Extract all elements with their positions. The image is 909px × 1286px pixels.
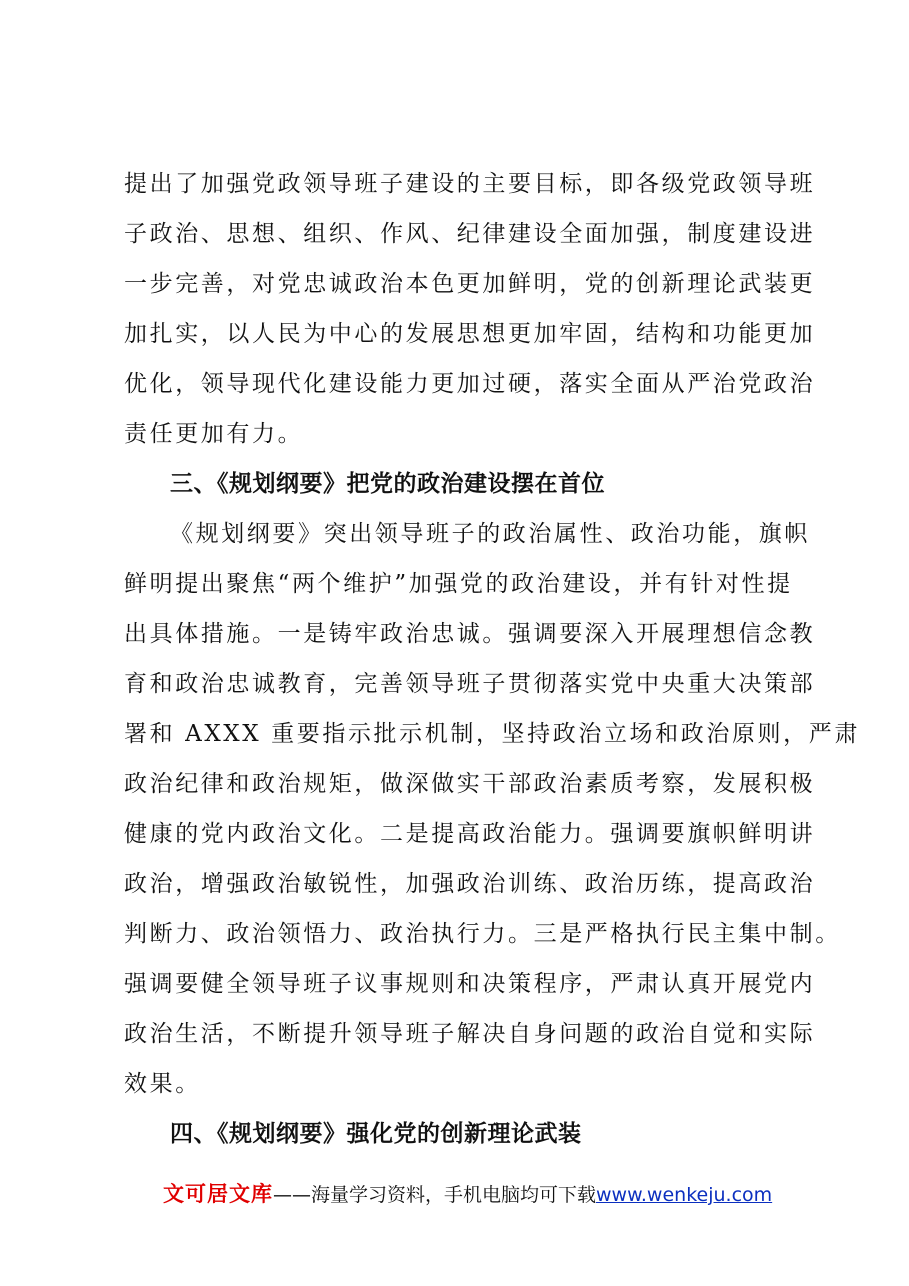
paragraph-line: 政治纪律和政治规矩，做深做实干部政治素质考察，发展积极: [124, 771, 816, 797]
paragraph-line: 育和政治忠诚教育，完善领导班子贯彻落实党中央重大决策部: [124, 671, 816, 697]
paragraph-line: 责任更加有力。: [124, 421, 304, 447]
section-heading-3: 三、《规划纲要》把党的政治建设摆在首位: [170, 471, 605, 497]
paragraph-line: 鲜明提出聚焦“两个维护”加强党的政治建设，并有针对性提: [124, 571, 793, 597]
paragraph-line: 强调要健全领导班子议事规则和决策程序，严肃认真开展党内: [124, 971, 816, 997]
paragraph-line: 优化，领导现代化建设能力更加过硬，落实全面从严治党政治: [124, 371, 816, 397]
paragraph-line: 加扎实，以人民为中心的发展思想更加牢固，结构和功能更加: [124, 321, 816, 347]
paragraph-line: 政治，增强政治敏锐性，加强政治训练、政治历练，提高政治: [124, 871, 816, 897]
footer-banner: [163, 1181, 772, 1208]
paragraph-line: 《规划纲要》突出领导班子的政治属性、政治功能，旗帜: [170, 521, 810, 547]
paragraph-line: 提出了加强党政领导班子建设的主要目标，即各级党政领导班: [124, 171, 816, 197]
paragraph-line: 政治生活，不断提升领导班子解决自身问题的政治自觉和实际: [124, 1021, 816, 1047]
paragraph-line: 子政治、思想、组织、作风、纪律建设全面加强，制度建设进: [124, 221, 816, 247]
section-heading-4: 四、《规划纲要》强化党的创新理论武装: [170, 1121, 582, 1147]
paragraph-line: 效果。: [124, 1071, 201, 1097]
paragraph-line: 判断力、政治领悟力、政治执行力。三是严格执行民主集中制。: [124, 921, 841, 947]
paragraph-line: 署和 AXXX 重要指示批示机制，坚持政治立场和政治原则，严肃: [124, 721, 860, 747]
paragraph-line: 健康的党内政治文化。二是提高政治能力。强调要旗帜鲜明讲: [124, 821, 816, 847]
footer-brand: 文可居文库: [163, 1182, 273, 1206]
footer-url-link[interactable]: www.wenkeju.com: [596, 1184, 773, 1206]
paragraph-line: 出具体措施。一是铸牢政治忠诚。强调要深入开展理想信念教: [124, 621, 816, 647]
paragraph-line: 一步完善，对党忠诚政治本色更加鲜明，党的创新理论武装更: [124, 271, 816, 297]
footer-tagline: ——海量学习资料，手机电脑均可下载: [273, 1184, 597, 1206]
